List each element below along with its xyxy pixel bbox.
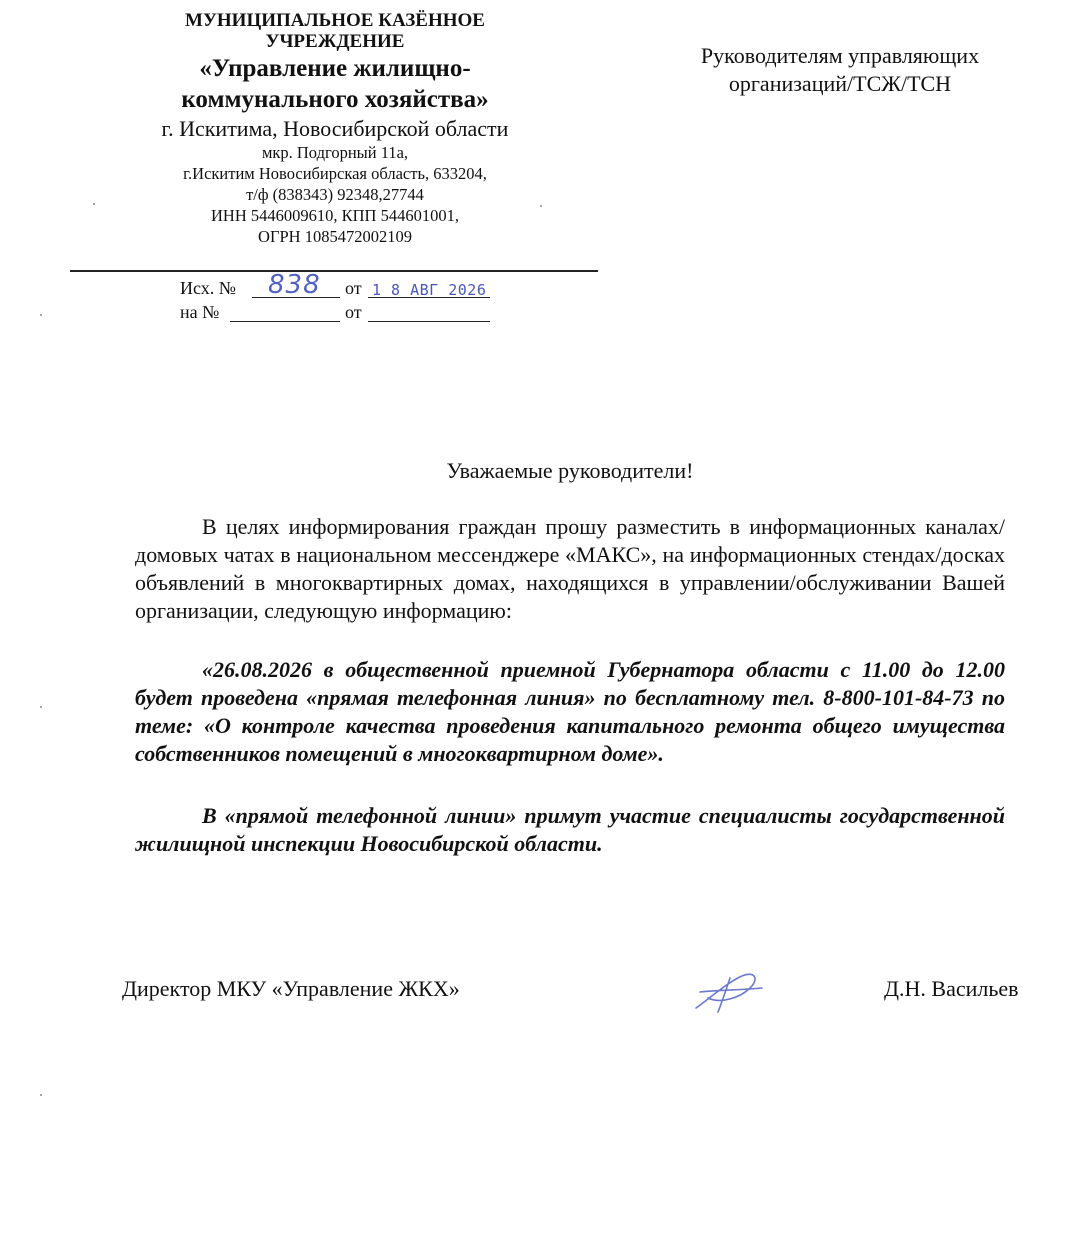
- out-number-handwritten: 838: [268, 270, 321, 300]
- salutation: Уважаемые руководители!: [446, 458, 694, 483]
- org-ogrn: ОГРН 1085472002109: [258, 227, 412, 246]
- org-name-line2: коммунального хозяйства»: [181, 86, 489, 113]
- ref-date-line: [368, 321, 490, 322]
- letterhead: [100, 10, 570, 247]
- signatory-name: Д.Н. Васильев: [884, 976, 1019, 1001]
- letterhead-divider: [70, 270, 598, 272]
- body-paragraph-announcement: «26.08.2026 в общественной приемной Губернатора области с 11.00 до 12.00 будет проведена «прямая телефонная линия» по бесплатному тел. 8-800-101-84-73 по теме: «О контроле качества проведения капитального ремонта общего имущества собственников помещений в многоквартирном доме».: [135, 657, 1005, 766]
- signatory-title: Директор МКУ «Управление ЖКХ»: [122, 976, 460, 1001]
- ref-date-label: от: [345, 302, 362, 322]
- org-city: г. Искитима, Новосибирской области: [161, 116, 509, 141]
- body-paragraph-1: В целях информирования граждан прошу разместить в информационных каналах/домовых чатах в национальном мессенджере «МАКС», на информационных стендах/досках объявлений в многоквартирных домах, находящихся в управлении/обслуживании Вашей организации, следующую информацию:: [135, 514, 1005, 623]
- org-phone: т/ф (838343) 92348,27744: [246, 185, 424, 204]
- org-address-line1: мкр. Подгорный 11а,: [261, 143, 409, 162]
- body-paragraph-participants: В «прямой телефонной линии» примут участие специалисты государственной жилищной инспекции Новосибирской области.: [135, 803, 1005, 856]
- scan-speck: [40, 706, 42, 708]
- out-number-label: Исх. №: [180, 278, 236, 298]
- addressee-line1: Руководителям управляющих: [700, 43, 980, 68]
- scan-speck: [93, 203, 95, 205]
- org-type-line1: МУНИЦИПАЛЬНОЕ КАЗЁННОЕ: [185, 10, 485, 31]
- handwritten-signature: [690, 968, 770, 1016]
- ref-number-line: [230, 321, 340, 322]
- ref-number-label: на №: [180, 302, 220, 322]
- addressee: [640, 42, 1040, 98]
- scan-speck: [540, 205, 542, 207]
- org-address-line2: г.Искитим Новосибирская область, 633204,: [183, 164, 487, 183]
- org-type-line2: УЧРЕЖДЕНИЕ: [265, 31, 405, 52]
- org-inn-kpp: ИНН 5446009610, КПП 544601001,: [211, 206, 459, 225]
- scan-speck: [40, 314, 42, 316]
- scan-speck: [40, 1094, 42, 1096]
- addressee-line2: организаций/ТСЖ/ТСН: [728, 71, 952, 96]
- org-name-line1: «Управление жилищно-: [199, 55, 471, 82]
- out-date-label: от: [345, 278, 362, 298]
- out-date-stamp: 1 8 АВГ 2026: [372, 281, 487, 299]
